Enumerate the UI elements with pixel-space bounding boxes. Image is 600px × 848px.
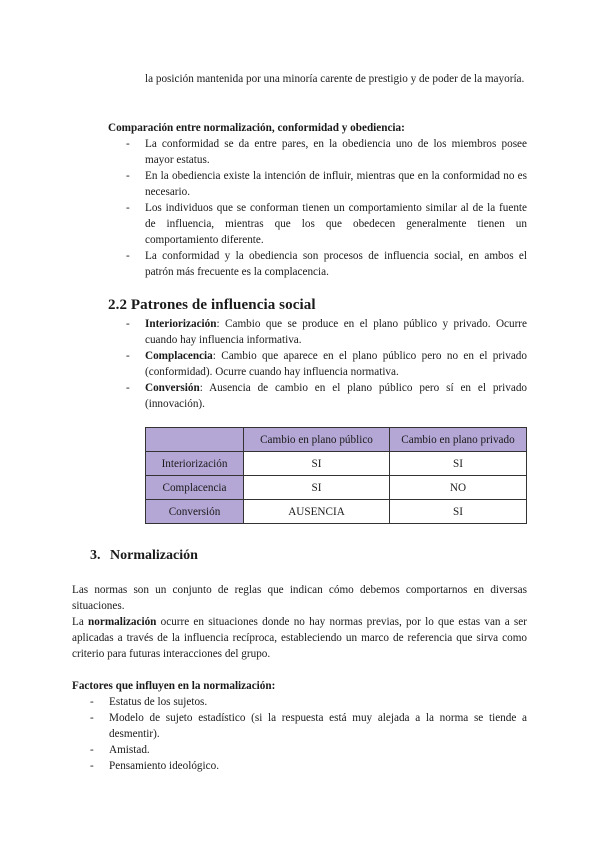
table-cell: SI [390, 500, 527, 524]
list-item: - Los individuos que se conforman tienen un comportamiento similar al de la fuente de influencia, mientras que los que obedecen generalmente tienen un comportamiento diferente. [126, 200, 527, 248]
term-description: : Cambio que aparece en el plano público pero no en el privado (conformidad). Ocurre cuando hay influencia normativa. [145, 350, 527, 378]
list-item: - La conformidad se da entre pares, en la obediencia uno de los miembros posee mayor estatus. [126, 136, 527, 168]
term-interiorizacion: Interiorización [145, 318, 217, 330]
list-item: - La conformidad y la obediencia son procesos de influencia social, en ambos el patrón más frecuente es la complacencia. [126, 248, 527, 280]
term-normalizacion: normalización [88, 616, 157, 628]
table-cell: SI [244, 476, 390, 500]
table-row-label: Complacencia [146, 476, 244, 500]
table-row [146, 452, 527, 476]
section-heading-2-2: 2.2 Patrones de influencia social [108, 297, 316, 313]
list-item [126, 316, 527, 348]
term-description: : Ausencia de cambio en el plano público pero sí en el privado (innovación). [145, 382, 527, 410]
paragraph-prefix: La [72, 616, 89, 628]
paragraph-rest: ocurre en situaciones donde no hay normas previas, por lo que estas van a ser aplicadas a través de la influencia recíproca, estableciendo un marco de referencia que sirva como criterio para futuras interacciones del grupo. [72, 616, 527, 660]
patterns-list [126, 316, 527, 412]
list-item: - Estatus de los sujetos. [90, 694, 527, 710]
term-description: : Cambio que se produce en el plano público y privado. Ocurre cuando hay influencia informativa. [145, 318, 527, 346]
table-row [146, 500, 527, 524]
factors-heading: Factores que influyen en la normalización: [72, 680, 276, 692]
normalizacion-paragraph [72, 614, 527, 662]
table-row-label: Interiorización [146, 452, 244, 476]
table-header-row [146, 428, 527, 452]
normas-paragraph: Las normas son un conjunto de reglas que indican cómo debemos comportarnos en diversas situaciones. [72, 584, 527, 612]
table-header-cell [146, 428, 244, 452]
term-conversion: Conversión [145, 382, 200, 394]
table-header-cell: Cambio en plano privado [390, 428, 527, 452]
list-item [126, 348, 527, 380]
term-complacencia: Complacencia [145, 350, 213, 362]
comparison-list [126, 136, 527, 280]
section-number-3: 3. [90, 548, 101, 563]
list-item: - Amistad. [90, 742, 527, 758]
table-row [146, 476, 527, 500]
list-item: - En la obediencia existe la intención de influir, mientras que en la conformidad no es necesario. [126, 168, 527, 200]
list-item: - Modelo de sujeto estadístico (si la respuesta está muy alejada a la norma se tiende a desmentir). [90, 710, 527, 742]
comparison-heading: Comparación entre normalización, conformidad y obediencia: [108, 122, 405, 134]
table-header-cell: Cambio en plano público [244, 428, 390, 452]
table-cell: AUSENCIA [244, 500, 390, 524]
section-heading-3: Normalización [110, 548, 198, 563]
table-cell: NO [390, 476, 527, 500]
intro-continuation: la posición mantenida por una minoría carente de prestigio y de poder de la mayoría. [145, 73, 525, 85]
list-item [126, 380, 527, 412]
table-cell: SI [244, 452, 390, 476]
table-cell: SI [390, 452, 527, 476]
list-item: - Pensamiento ideológico. [90, 758, 527, 774]
factors-list [90, 694, 527, 774]
table-row-label: Conversión [146, 500, 244, 524]
patterns-table [145, 427, 527, 524]
